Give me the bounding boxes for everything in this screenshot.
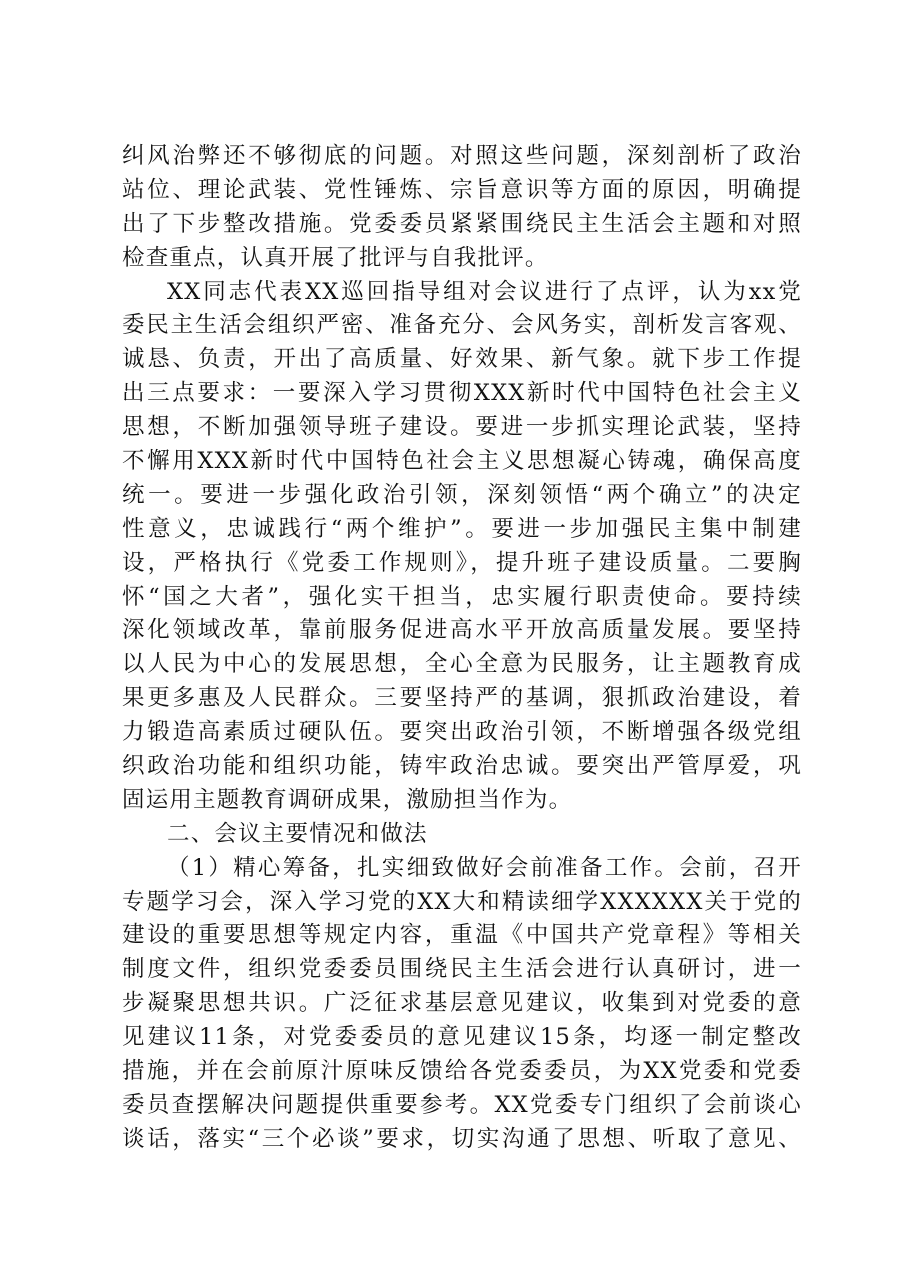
text-line: 性意义，忠诚践行“两个维护”。要进一步加强民主集中制建: [122, 515, 802, 542]
text-line: 统一。要进一步强化政治引领，深刻领悟“两个确立”的决定: [122, 481, 802, 508]
text-line: 站位、理论武装、党性锤炼、宗旨意识等方面的原因，明确提: [122, 176, 802, 203]
text-line: （1）精心筹备，扎实细致做好会前准备工作。会前，召开: [167, 854, 802, 881]
text-line: 措施，并在会前原汁原味反馈给各党委委员，为XX党委和党委: [122, 1058, 802, 1085]
text-line: 检查重点，认真开展了批评与自我批评。: [122, 244, 549, 271]
document-body: [122, 140, 802, 1157]
text-line: 建设的重要思想等规定内容，重温《中国共产党章程》等相关: [122, 922, 802, 949]
text-line: 谈话，落实“三个必谈”要求，切实沟通了思想、听取了意见、: [122, 1125, 802, 1152]
text-line: 委民主生活会组织严密、准备充分、会风务实，剖析发言客观、: [122, 312, 802, 339]
text-line: 出了下步整改措施。党委委员紧紧围绕民主生活会主题和对照: [122, 210, 802, 237]
text-line: 深化领域改革，靠前服务促进高水平开放高质量发展。要坚持: [122, 617, 802, 644]
text-line: 果更多惠及人民群众。三要坚持严的基调，狠抓政治建设，着: [122, 685, 802, 712]
paragraph-continuation: [122, 140, 802, 276]
text-line: XX同志代表XX巡回指导组对会议进行了点评，认为xx党: [167, 278, 802, 305]
text-line: 思想，不断加强领导班子建设。要进一步抓实理论武装，坚持: [122, 414, 802, 441]
text-line: 织政治功能和组织功能，铸牢政治忠诚。要突出严管厚爱，巩: [122, 753, 802, 780]
text-line: 以人民为中心的发展思想，全心全意为民服务，让主题教育成: [122, 651, 802, 678]
paragraph-inspection-review: [122, 276, 802, 818]
text-line: 委员查摆解决问题提供重要参考。XX党委专门组织了会前谈心: [122, 1091, 802, 1118]
text-line: 制度文件，组织党委委员围绕民主生活会进行认真研讨，进一: [122, 956, 802, 983]
text-line: 力锻造高素质过硬队伍。要突出政治引领，不断增强各级党组: [122, 719, 802, 746]
text-line: 诚恳、负责，开出了高质量、好效果、新气象。就下步工作提: [122, 346, 802, 373]
text-line: 不懈用XXX新时代中国特色社会主义思想凝心铸魂，确保高度: [122, 448, 802, 475]
text-line: 步凝聚思想共识。广泛征求基层意见建议，收集到对党委的意: [122, 990, 802, 1017]
text-line: 专题学习会，深入学习党的XX大和精读细学XXXXXX关于党的: [122, 888, 802, 915]
text-line: 怀“国之大者”，强化实干担当，忠实履行职责使命。要持续: [122, 583, 802, 610]
section-heading: [122, 818, 802, 852]
text-line: 纠风治弊还不够彻底的问题。对照这些问题，深刻剖析了政治: [122, 143, 802, 169]
paragraph-preparation: [122, 852, 802, 1157]
text-line: 固运用主题教育调研成果，激励担当作为。: [122, 786, 573, 813]
section-heading-text: 二、会议主要情况和做法: [167, 820, 428, 847]
text-line: 见建议11条，对党委委员的意见建议15条，均逐一制定整改: [122, 1024, 802, 1051]
text-line: 出三点要求：一要深入学习贯彻XXX新时代中国特色社会主义: [122, 380, 802, 407]
text-line: 设，严格执行《党委工作规则》，提升班子建设质量。二要胸: [122, 549, 802, 576]
